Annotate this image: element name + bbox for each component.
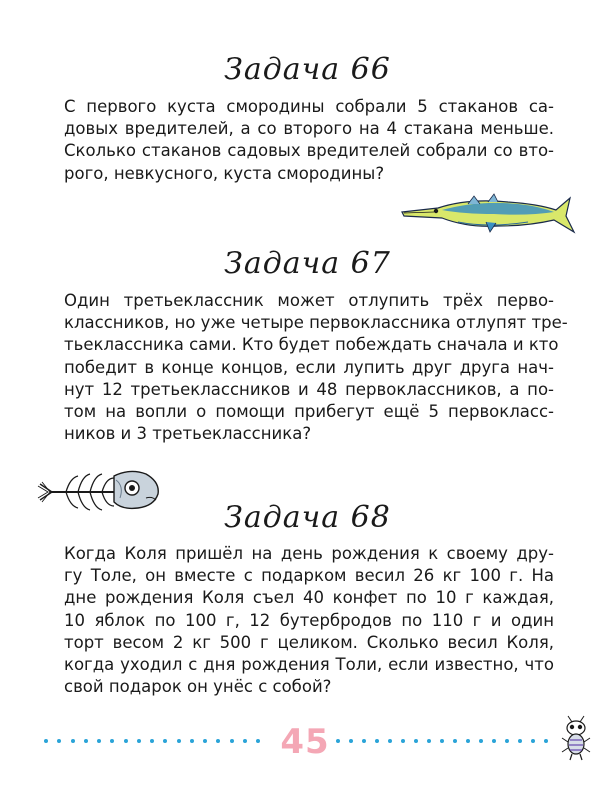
task-67-line: нут 12 третьеклассников и 48 первоклассников, а по- [64,379,554,399]
task-67-line: том на вопли о помощи прибегут ещё 5 первокласс- [64,401,554,421]
task-68-title: Задача 68 [224,500,391,535]
task-66-text [64,96,554,185]
task-66-line: Сколько стаканов садовых вредителей собрали со вто- [64,141,554,161]
task-68-text [64,543,554,698]
task-68-line: свой подарок он унёс с собой? [64,677,332,697]
task-66-line: С первого куста смородины собрали 5 стаканов са- [64,97,554,116]
task-66-title: Задача 66 [224,52,391,87]
footer-dots-right [336,736,548,746]
task-67-text [64,290,568,445]
task-67-line: победит в конце концов, если лупить друг друга нач- [64,357,554,377]
task-66-line: рого, невкусного, куста смородины? [64,163,385,183]
task-67-title: Задача 67 [224,246,391,281]
task-68-line: гу Толе, он вместе с подарком весил 26 кг 100 г. На [64,566,554,586]
task-67-line: классников, но уже четыре первоклассника отлупят тре- [64,313,568,333]
task-67-line: Один третьеклассник может отлупить трёх перво- [64,291,554,310]
task-68-line: 10 яблок по 100 г, 12 бутербродов по 110 г и один [64,610,554,630]
task-66-line: довых вредителей, а со второго на 4 стакана меньше. [64,119,554,139]
task-68-line: когда уходил с дня рождения Толи, если известно, что [64,654,554,674]
task-67-line: ников и 3 третьеклассника? [64,424,312,444]
footer-dots-left [44,736,260,746]
task-68-line: дне рождения Коля съел 40 конфет по 10 г каждая, [64,588,554,608]
task-67-line: тьеклассника сами. Кто будет побеждать сначала и кто [64,335,559,355]
task-68-line: Когда Коля пришёл на день рождения к своему дру- [64,544,554,563]
needlefish-illustration [398,192,576,238]
bug-creature-illustration [560,712,592,762]
page-number: 45 [280,722,330,762]
task-68-line: торт весом 2 кг 500 г целиком. Сколько весил Коля, [64,632,554,652]
